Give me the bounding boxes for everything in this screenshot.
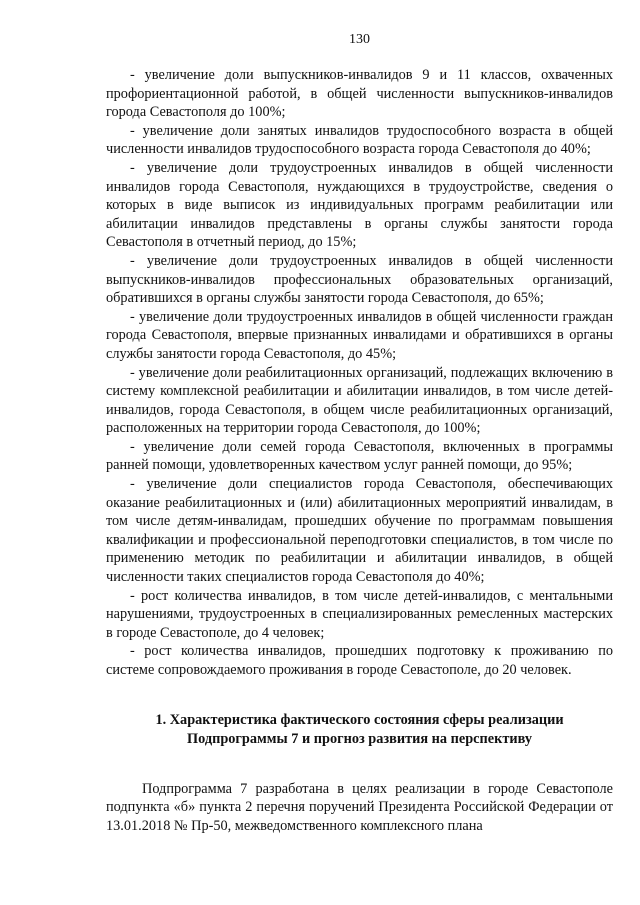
goal-item: - увеличение доли выпускников-инвалидов 9 и 11 классов, охваченных профориентационной работой, в общей численности выпускников-инвалидов города Севастополя до 100%;	[106, 67, 613, 121]
goal-item: - увеличение доли занятых инвалидов трудоспособного возраста в общей численности инвалидов трудоспособного возраста города Севастополя до 40%;	[106, 122, 613, 158]
page-number: 130	[349, 32, 370, 47]
goal-item: - увеличение доли реабилитационных организаций, подлежащих включению в систему комплексной реабилитации и абилитации инвалидов, в том числе детей-инвалидов, города Севастополя, в общем числе реабилитационных организаций, расположенных на территории города Севастополя, до 100%;	[106, 364, 613, 437]
section-heading-line: Подпрограммы 7 и прогноз развития на перспективу	[187, 730, 532, 747]
section-heading-line: 1. Характеристика фактического состояния сферы реализации	[155, 711, 564, 728]
goal-item: - увеличение доли трудоустроенных инвалидов в общей численности инвалидов города Севастополя, нуждающихся в трудоустройстве, сведения о которых в виде выписок из индивидуальных программ реабилитации или абилитации инвалидов представлены в органы службы занятости города Севастополя в отчетный период, до 15%;	[106, 159, 613, 251]
goal-item: - рост количества инвалидов, в том числе детей-инвалидов, с ментальными нарушениями, трудоустроенных в специализированных ремесленных мастерских в городе Севастополе, до 4 человек;	[106, 587, 613, 641]
goal-item: - рост количества инвалидов, прошедших подготовку к проживанию по системе сопровождаемого проживания в городе Севастополе, до 20 человек.	[106, 643, 613, 678]
goal-item: - увеличение доли семей города Севастополя, включенных в программы ранней помощи, удовлетворенных качеством услуг ранней помощи, до 95%;	[106, 438, 613, 474]
section-heading	[106, 711, 613, 749]
goal-item: - увеличение доли специалистов города Севастополя, обеспечивающих оказание реабилитационных и (или) абилитационных мероприятий инвалидам, в том числе детям-инвалидам, прошедших обучение по программам повышения квалификации и профессиональной переподготовки специалистов, в том числе по применению методик по реабилитации и абилитации инвалидов, в общей численности таких специалистов города Севастополя до 40%;	[106, 476, 613, 586]
intro-paragraph: Подпрограмма 7 разработана в целях реализации в городе Севастополе подпункта «б» пункта 2 перечня поручений Президента Российской Федерации от 13.01.2018 № Пр-50, межведомственного комплексного плана	[106, 780, 613, 834]
goal-item: - увеличение доли трудоустроенных инвалидов в общей численности граждан города Севастополя, впервые признанных инвалидами и обратившихся в органы службы занятости города Севастополя, до 45%;	[106, 308, 613, 362]
goal-item: - увеличение доли трудоустроенных инвалидов в общей численности выпускников-инвалидов профессиональных образовательных организаций, обратившихся в органы службы занятости города Севастополя, до 65%;	[106, 252, 613, 307]
goals-list	[106, 66, 613, 680]
